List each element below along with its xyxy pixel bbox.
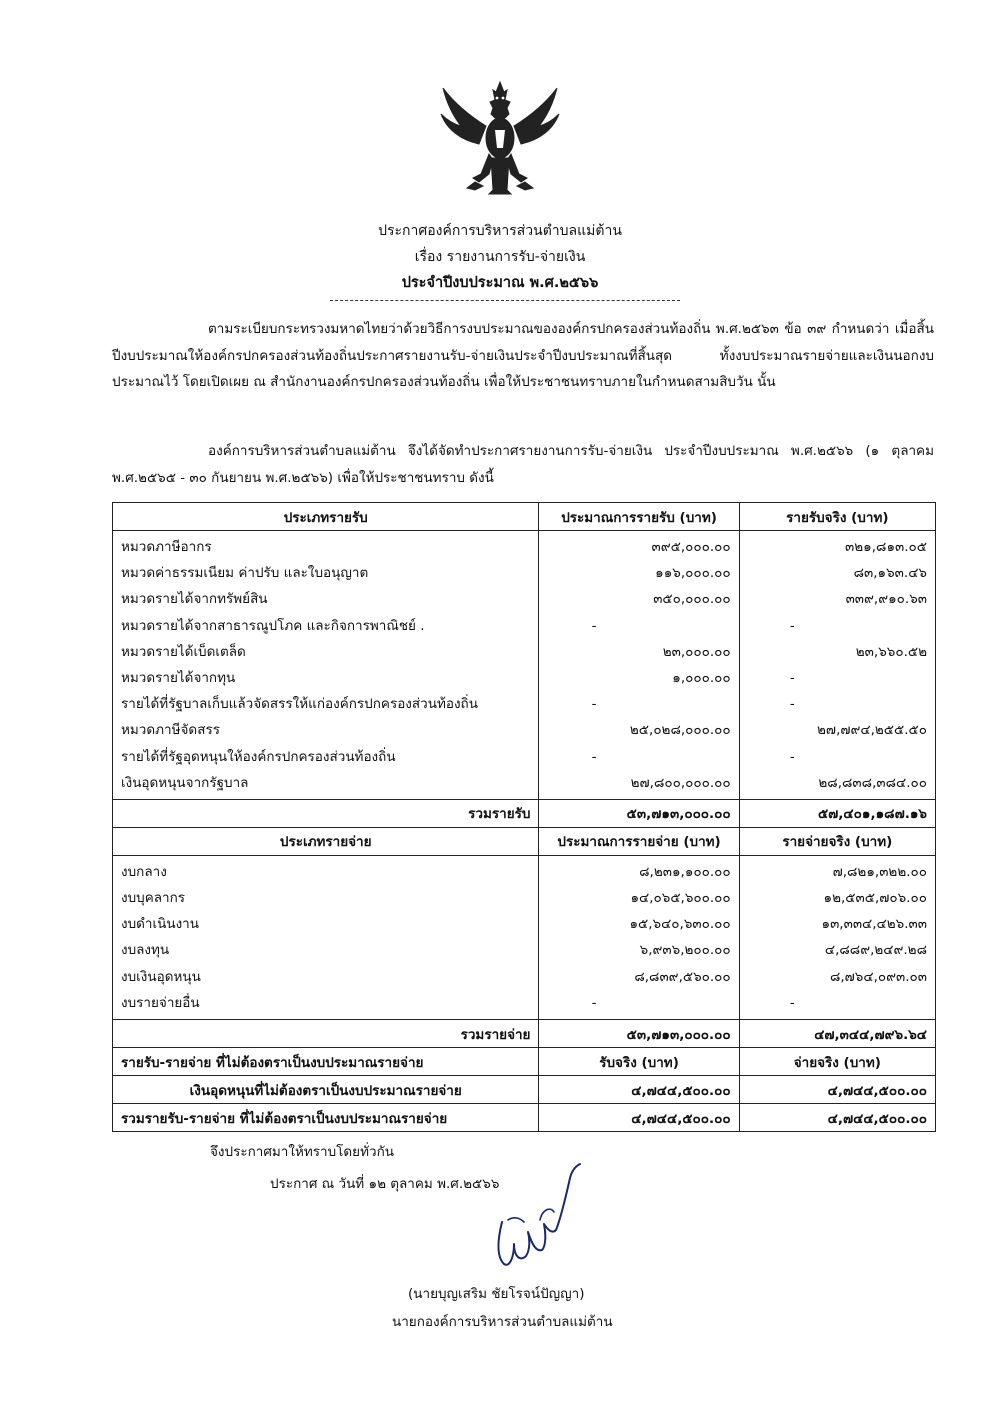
off-budget-header-received: รับจริง (บาท) — [539, 1048, 739, 1076]
expense-labels — [113, 855, 539, 1019]
table-cell-actual: ๓๓๙,๙๑๐.๖๓ — [845, 591, 927, 608]
table-cell-estimate: ๓๙๕,๐๐๐.๐๐ — [651, 539, 731, 555]
table-cell-estimate: ๑๕,๖๔๐,๖๓๐.๐๐ — [629, 916, 731, 933]
announcement-header — [0, 218, 1000, 296]
table-row-label: หมวดภาษีจัดสรร — [121, 722, 220, 739]
table-row-label: รายได้ที่รัฐอุดหนุนให้องค์กรปกครองส่วนท้องถิ่น — [121, 748, 396, 765]
table-cell-estimate: ๒๓,๐๐๐.๐๐ — [662, 643, 731, 660]
off-budget-header-type: รายรับ-รายจ่าย ที่ไม่ต้องตราเป็นงบประมาณรายจ่าย — [113, 1048, 539, 1076]
table-row-label: หมวดภาษีอากร — [121, 539, 212, 555]
table-cell-actual: - — [789, 994, 795, 1011]
income-expense-table — [112, 502, 936, 1132]
table-cell-actual: ๘,๗๖๔,๐๙๓.๐๓ — [829, 968, 927, 985]
income-header-type: ประเภทรายรับ — [113, 503, 539, 531]
income-body — [113, 531, 936, 800]
paragraph-report-intro-text: องค์การบริหารส่วนตำบลแม่ต้าน จึงได้จัดทำประกาศรายงานการรับ-จ่ายเงิน ประจำปีงบประมาณ พ.ศ.๒๕๖๖ (๑ ตุลาคม พ.ศ.๒๕๖๕ - ๓๐ กันยายน พ.ศ.๒๕๖๖) เพื่อให้ประชาชนทราบ ดังนี้ — [112, 443, 934, 486]
table-cell-actual: ๒๓,๖๖๐.๕๒ — [855, 643, 927, 660]
table-row-label: หมวดรายได้จากทุน — [121, 669, 236, 686]
expense-header-actual: รายจ่ายจริง (บาท) — [739, 827, 935, 855]
income-actuals — [739, 531, 935, 800]
garuda-emblem-icon — [435, 78, 565, 196]
table-cell-estimate: ๒๕,๐๒๘,๐๐๐.๐๐ — [629, 722, 731, 739]
table-cell-estimate: ๘,๘๓๙,๕๖๐.๐๐ — [634, 968, 731, 985]
header-divider — [330, 300, 680, 301]
table-row-label: งบกลาง — [121, 863, 167, 880]
announcement-date: ประกาศ ณ วันที่ ๑๒ ตุลาคม พ.ศ.๒๕๖๖ — [270, 1176, 500, 1192]
table-row-label: หมวดรายได้เบ็ดเตล็ด — [121, 643, 246, 660]
table-row-label: งบบุคลากร — [121, 890, 186, 907]
table-cell-actual: - — [789, 696, 795, 713]
table-cell-estimate: ๑๑๖,๐๐๐.๐๐ — [655, 565, 731, 582]
table-row-label: งบเงินอุดหนุน — [121, 968, 201, 985]
off-budget-row-received: ๔,๗๔๔,๕๐๐.๐๐ — [539, 1076, 739, 1104]
expense-body — [113, 855, 936, 1019]
table-cell-estimate: - — [591, 696, 597, 713]
table-cell-estimate: ๑,๐๐๐.๐๐ — [672, 669, 731, 686]
table-cell-estimate: ๖,๙๓๖,๒๐๐.๐๐ — [639, 942, 731, 959]
expense-header-estimate: ประมาณการรายจ่าย (บาท) — [539, 827, 739, 855]
closing-announcement: จึงประกาศมาให้ทราบโดยทั่วกัน — [210, 1144, 394, 1160]
header-organization: ประกาศองค์การบริหารส่วนตำบลแม่ต้าน — [378, 223, 622, 239]
table-row-label: รายได้ที่รัฐบาลเก็บแล้วจัดสรรให้แก่องค์กรปกครองส่วนท้องถิ่น — [121, 696, 478, 713]
table-cell-actual: - — [789, 669, 795, 686]
income-header-actual: รายรับจริง (บาท) — [739, 503, 935, 531]
table-row-label: งบรายจ่ายอื่น — [121, 994, 200, 1011]
signatory-position: นายกองค์การบริหารส่วนตำบลแม่ต้าน — [392, 1314, 613, 1330]
table-cell-estimate: ๒๗,๘๐๐,๐๐๐.๐๐ — [630, 774, 731, 791]
off-budget-row-label: เงินอุดหนุนที่ไม่ต้องตราเป็นงบประมาณรายจ่าย — [113, 1076, 539, 1104]
off-budget-row — [113, 1076, 936, 1104]
signatory-name: (นายบุญเสริม ชัยโรจน์ปัญญา) — [408, 1286, 585, 1302]
income-total-estimate: ๕๓,๗๑๓,๐๐๐.๐๐ — [539, 799, 739, 827]
expense-total-estimate: ๕๓,๗๑๓,๐๐๐.๐๐ — [539, 1020, 739, 1048]
off-budget-total-row — [113, 1104, 936, 1132]
paragraph-regulation-text: ตามระเบียบกระทรวงมหาดไทยว่าด้วยวิธีการงบประมาณขององค์กรปกครองส่วนท้องถิ่น พ.ศ.๒๕๖๓ ข้อ ๓๙ กำหนดว่า เมื่อสิ้นปีงบประมาณให้องค์กรปกครองส่วนท้องถิ่นประกาศรายงานรับ-จ่ายเงินประจำปีงบประมาณที่สิ้นสุด ทั้งงบประมาณรายจ่ายและเงินนอกงบประมาณไว้ โดยเปิดเผย ณ สำนักงานองค์กรปกครองส่วนท้องถิ่น เพื่อให้ประชาชนทราบภายในกำหนดสามสิบวัน นั้น — [112, 321, 934, 390]
table-cell-actual: ๔,๘๘๙,๒๔๙.๒๘ — [824, 942, 927, 959]
expense-actuals — [739, 855, 935, 1019]
table-cell-estimate: ๘,๒๓๑,๑๐๐.๐๐ — [639, 863, 731, 880]
table-cell-actual: - — [789, 617, 795, 634]
table-row-label: หมวดรายได้จากสาธารณูปโภค และกิจการพาณิชย์ . — [121, 617, 425, 634]
table-row-label: เงินอุดหนุนจากรัฐบาล — [121, 774, 249, 791]
table-cell-actual: ๒๗,๗๙๔,๒๕๕.๕๐ — [817, 722, 927, 739]
income-estimates — [539, 531, 739, 800]
table-cell-estimate: - — [591, 748, 597, 765]
income-total-label: รวมรายรับ — [113, 799, 539, 827]
table-row-label: หมวดค่าธรรมเนียม ค่าปรับ และใบอนุญาต — [121, 565, 369, 582]
table-row-label: หมวดรายได้จากทรัพย์สิน — [121, 591, 268, 608]
income-header-row — [113, 503, 936, 531]
table-cell-estimate: ๑๔,๐๖๕,๖๐๐.๐๐ — [630, 890, 731, 907]
table-cell-actual: ๑๓,๓๓๔,๔๒๖.๓๓ — [821, 916, 927, 933]
off-budget-total-received: ๔,๗๔๔,๕๐๐.๐๐ — [539, 1104, 739, 1132]
income-labels — [113, 531, 539, 800]
table-row-label: งบลงทุน — [121, 942, 170, 959]
expense-header-row — [113, 827, 936, 855]
expense-estimates — [539, 855, 739, 1019]
table-cell-actual: ๒๘,๘๓๘,๓๘๔.๐๐ — [818, 774, 927, 791]
expense-header-type: ประเภทรายจ่าย — [113, 827, 539, 855]
table-cell-actual: ๑๒,๕๓๕,๗๐๖.๐๐ — [823, 890, 927, 907]
expense-total-row — [113, 1020, 936, 1048]
header-subject: เรื่อง รายงานการรับ-จ่ายเงิน — [414, 249, 586, 265]
table-cell-estimate: ๓๕๐,๐๐๐.๐๐ — [653, 591, 731, 608]
off-budget-header-paid: จ่ายจริง (บาท) — [739, 1048, 935, 1076]
table-cell-estimate: - — [591, 994, 597, 1011]
expense-total-label: รวมรายจ่าย — [113, 1020, 539, 1048]
expense-total-actual: ๔๗,๓๔๔,๗๙๖.๖๔ — [739, 1020, 935, 1048]
income-total-actual: ๕๗,๔๐๑,๑๘๗.๑๖ — [739, 799, 935, 827]
handwritten-signature — [480, 1160, 590, 1280]
header-fiscal-year: ประจำปีงบประมาณ พ.ศ.๒๕๖๖ — [401, 275, 599, 291]
off-budget-total-paid: ๔,๗๔๔,๕๐๐.๐๐ — [739, 1104, 935, 1132]
off-budget-header-row — [113, 1048, 936, 1076]
table-cell-actual: ๘๓,๑๖๓.๔๖ — [853, 565, 927, 582]
income-total-row — [113, 799, 936, 827]
table-cell-estimate: - — [591, 617, 597, 634]
table-row-label: งบดำเนินงาน — [121, 916, 199, 933]
off-budget-total-label: รวมรายรับ-รายจ่าย ที่ไม่ต้องตราเป็นงบประมาณรายจ่าย — [113, 1104, 539, 1132]
table-cell-actual: ๓๒๑,๘๑๓.๐๕ — [845, 539, 927, 555]
paragraph-regulation — [112, 316, 934, 396]
table-cell-actual: ๗,๘๒๑,๓๒๒.๐๐ — [832, 863, 927, 880]
off-budget-row-paid: ๔,๗๔๔,๕๐๐.๐๐ — [739, 1076, 935, 1104]
paragraph-report-intro — [112, 438, 934, 491]
table-cell-actual: - — [789, 748, 795, 765]
income-header-estimate: ประมาณการรายรับ (บาท) — [539, 503, 739, 531]
